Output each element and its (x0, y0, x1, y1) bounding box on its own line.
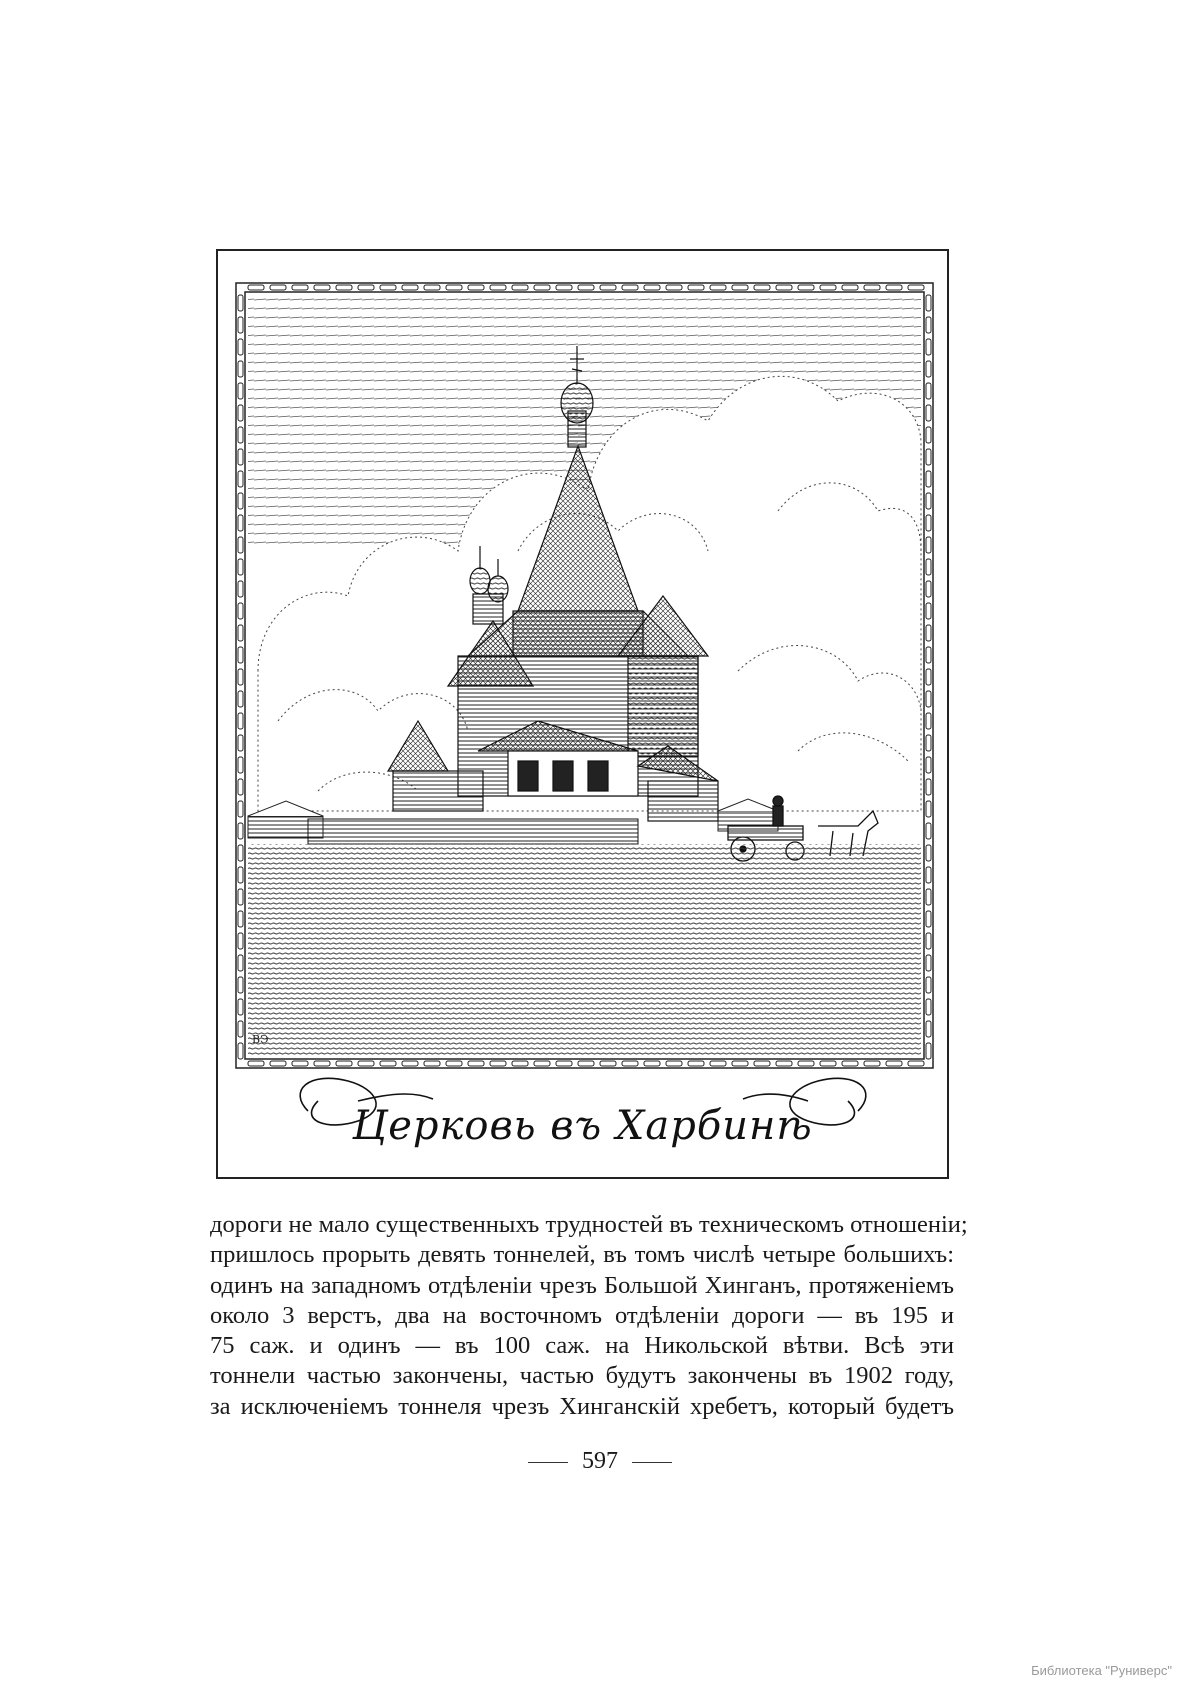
chain-link (754, 1061, 770, 1066)
chain-link (886, 285, 902, 290)
chain-link (468, 1061, 484, 1066)
chain-link (512, 1061, 528, 1066)
chain-link (314, 285, 330, 290)
body-text (210, 1210, 968, 1422)
chain-link (238, 977, 243, 993)
chain-link (238, 955, 243, 971)
chain-link (732, 285, 748, 290)
chain-link (926, 405, 931, 421)
ground-hatching (248, 844, 921, 1056)
fence (308, 819, 638, 844)
chain-link (424, 285, 440, 290)
chain-link (238, 383, 243, 399)
chain-link (578, 1061, 594, 1066)
chain-link (688, 285, 704, 290)
text-line: одинъ на западномъ отдѣленіи чрезъ Большой Хинганъ, протяженіемъ (210, 1271, 954, 1299)
chain-link (402, 1061, 418, 1066)
chain-link (358, 285, 374, 290)
chain-link (238, 361, 243, 377)
chain-link (238, 999, 243, 1015)
chain-link (926, 603, 931, 619)
chain-link (644, 285, 660, 290)
chain-link (238, 691, 243, 707)
library-watermark: Библиотека "Руниверс" (1031, 1663, 1172, 1678)
chain-link (926, 515, 931, 531)
chain-link (556, 285, 572, 290)
chain-link (842, 1061, 858, 1066)
chain-link (926, 801, 931, 817)
chain-link (864, 1061, 880, 1066)
chain-link (820, 285, 836, 290)
chain-link (926, 691, 931, 707)
chain-link (864, 285, 880, 290)
chain-link (926, 1043, 931, 1059)
chain-link (926, 845, 931, 861)
page-number (0, 1448, 1200, 1475)
chain-link (622, 285, 638, 290)
artist-monogram: ВЭ (252, 1033, 269, 1046)
chain-link (926, 339, 931, 355)
chain-link (402, 285, 418, 290)
chain-link (238, 669, 243, 685)
chain-link (238, 889, 243, 905)
chain-link (238, 471, 243, 487)
chain-link (926, 735, 931, 751)
church-engraving (218, 251, 951, 1181)
chain-link (336, 1061, 352, 1066)
chain-link (238, 1043, 243, 1059)
chain-link (238, 493, 243, 509)
chain-link (926, 757, 931, 773)
chain-link (238, 713, 243, 729)
chain-link (292, 285, 308, 290)
chain-link (926, 1021, 931, 1037)
chain-link (666, 1061, 682, 1066)
chain-link (424, 1061, 440, 1066)
chain-link (446, 285, 462, 290)
chain-link (926, 537, 931, 553)
chain-link (238, 295, 243, 311)
chain-link (908, 285, 924, 290)
chain-link (926, 581, 931, 597)
chain-link (238, 867, 243, 883)
chain-link (358, 1061, 374, 1066)
chain-link (926, 669, 931, 685)
chain-link (926, 999, 931, 1015)
chain-link (248, 1061, 264, 1066)
chain-link (820, 1061, 836, 1066)
chain-link (926, 361, 931, 377)
chain-link (490, 285, 506, 290)
chain-link (926, 867, 931, 883)
chain-link (446, 1061, 462, 1066)
chain-link (238, 537, 243, 553)
chain-link (238, 449, 243, 465)
chain-link (886, 1061, 902, 1066)
chain-link (490, 1061, 506, 1066)
chain-link (926, 383, 931, 399)
chain-link (666, 285, 682, 290)
chain-link (578, 285, 594, 290)
chain-link (238, 339, 243, 355)
chain-link (926, 317, 931, 333)
chain-link (926, 889, 931, 905)
chain-link (926, 559, 931, 575)
chain-link (776, 285, 792, 290)
chain-link (238, 559, 243, 575)
chain-link (754, 285, 770, 290)
chain-link (926, 823, 931, 839)
chain-link (314, 1061, 330, 1066)
chain-link (926, 295, 931, 311)
chain-link (468, 285, 484, 290)
chain-link (926, 933, 931, 949)
chain-link (926, 911, 931, 927)
chain-link (926, 713, 931, 729)
chain-link (238, 647, 243, 663)
chain-link (926, 493, 931, 509)
chain-link (644, 1061, 660, 1066)
chain-link (600, 1061, 616, 1066)
chain-link (270, 285, 286, 290)
text-line: тоннели частью закончены, частью будутъ закончены въ 1902 году, (210, 1362, 954, 1390)
chain-link (710, 1061, 726, 1066)
chain-link (238, 581, 243, 597)
dash-right (632, 1462, 672, 1463)
chain-link (926, 977, 931, 993)
chain-link (926, 779, 931, 795)
chain-link (238, 779, 243, 795)
dash-left (528, 1462, 568, 1463)
chain-link (238, 625, 243, 641)
chain-link (238, 845, 243, 861)
chain-link (600, 285, 616, 290)
chain-link (926, 625, 931, 641)
text-line: дороги не мало существенныхъ трудностей въ техническомъ отношеніи; (210, 1211, 968, 1238)
chain-link (238, 603, 243, 619)
chain-link (292, 1061, 308, 1066)
chain-link (238, 933, 243, 949)
chain-link (512, 285, 528, 290)
text-line: пришлось прорыть девять тоннелей, въ томъ числѣ четыре большихъ: (210, 1241, 954, 1269)
illustration-caption: Церковь въ Харбинѣ (352, 1103, 813, 1149)
page-number-value: 597 (582, 1448, 618, 1474)
chain-link (798, 285, 814, 290)
chain-link (842, 285, 858, 290)
chain-link (926, 647, 931, 663)
text-line: за исключеніемъ тоннеля чрезъ Хинганскій хребетъ, который будетъ (210, 1392, 954, 1420)
chain-link (238, 801, 243, 817)
chain-link (926, 955, 931, 971)
illustration-plate (216, 249, 949, 1179)
chain-link (380, 285, 396, 290)
chain-link (710, 285, 726, 290)
chain-link (534, 1061, 550, 1066)
chain-link (926, 471, 931, 487)
chain-link (798, 1061, 814, 1066)
chain-link (248, 285, 264, 290)
chain-link (622, 1061, 638, 1066)
chain-link (534, 285, 550, 290)
chain-link (336, 285, 352, 290)
chain-link (688, 1061, 704, 1066)
chain-link (270, 1061, 286, 1066)
chain-link (926, 449, 931, 465)
chain-link (238, 911, 243, 927)
chain-link (238, 405, 243, 421)
chain-link (556, 1061, 572, 1066)
chain-link (238, 757, 243, 773)
chain-link (238, 823, 243, 839)
chain-link (776, 1061, 792, 1066)
chain-link (238, 427, 243, 443)
chain-link (908, 1061, 924, 1066)
text-line: 75 саж. и одинъ — въ 100 саж. на Никольской вѣтви. Всѣ эти (210, 1332, 954, 1360)
chain-link (238, 735, 243, 751)
chain-link (732, 1061, 748, 1066)
chain-link (238, 515, 243, 531)
chain-link (238, 317, 243, 333)
text-line: около 3 верстъ, два на восточномъ отдѣленіи дороги — въ 195 и (210, 1301, 954, 1329)
chain-link (380, 1061, 396, 1066)
chain-link (238, 1021, 243, 1037)
chain-link (926, 427, 931, 443)
